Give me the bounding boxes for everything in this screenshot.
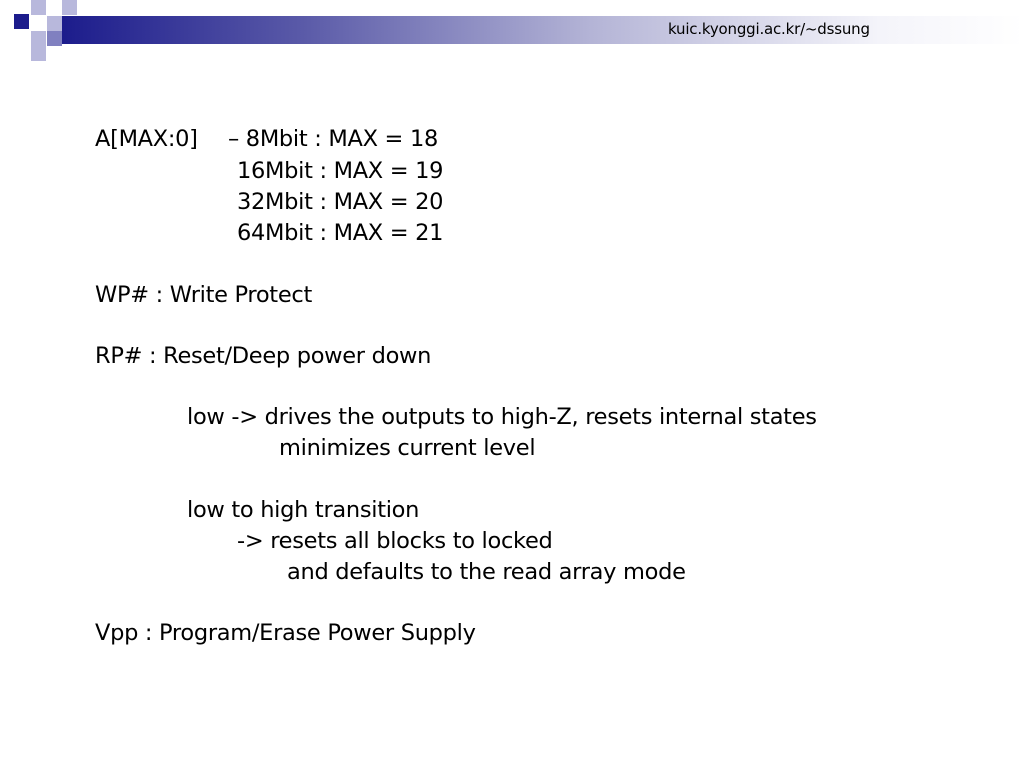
address-line-32mbit: 32Mbit : MAX = 20 <box>237 189 444 215</box>
address-line-16mbit: 16Mbit : MAX = 19 <box>237 158 444 184</box>
rp-transition-line-1: low to high transition <box>187 497 420 523</box>
address-label: A[MAX:0] <box>95 126 198 152</box>
rp-low-line-2: minimizes current level <box>279 435 536 461</box>
rp-line: RP# : Reset/Deep power down <box>95 343 432 369</box>
rp-transition-line-3: and defaults to the read array mode <box>287 559 686 585</box>
rp-low-line-1: low -> drives the outputs to high-Z, resets internal states <box>187 404 817 430</box>
rp-transition-line-2: -> resets all blocks to locked <box>237 528 553 554</box>
vpp-line: Vpp : Program/Erase Power Supply <box>95 620 476 646</box>
wp-line: WP# : Write Protect <box>95 282 312 308</box>
address-line-8mbit: – 8Mbit : MAX = 18 <box>228 126 438 152</box>
header-url: kuic.kyonggi.ac.kr/~dssung <box>668 20 870 38</box>
address-line-64mbit: 64Mbit : MAX = 21 <box>237 220 444 246</box>
